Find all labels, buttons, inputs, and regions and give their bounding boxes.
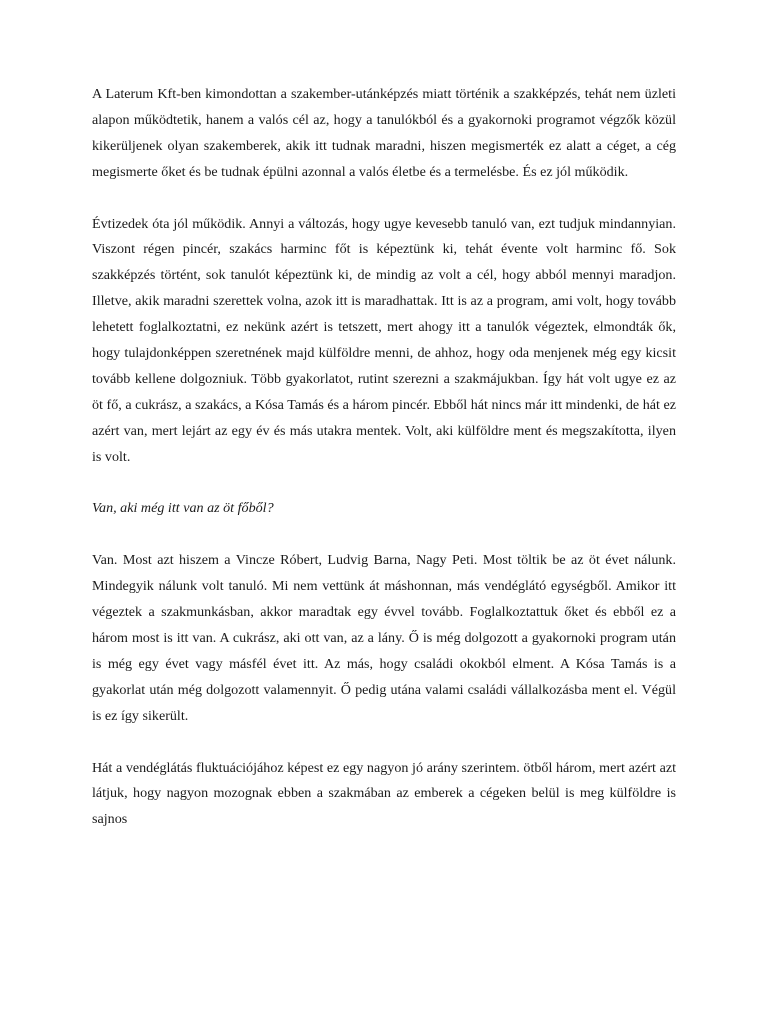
paragraph-training-purpose: A Laterum Kft-ben kimondottan a szakember-utánképzés miatt történik a szakképzés, tehát nem üzleti alapon működtetik, hanem a valós cél az, hogy a tanulókból és a gyakornoki programot végzők közül kikerüljenek olyan szakemberek, akik itt tudnak maradni, hiszen megismerték ez alatt a céget, a cég megismerte őket és be tudnak épülni azonnal a valós életbe és a termelésbe. És ez jól működik. — [92, 86, 676, 180]
paragraph-decades-working: Évtizedek óta jól működik. Annyi a változás, hogy ugye kevesebb tanuló van, ezt tudjuk mindannyian. Viszont régen pincér, szakács harminc főt is képeztünk ki, tehát évente volt harminc fő. Sok szakképzés történt, sok tanulót képeztünk ki, de mindig az volt a cél, hogy abból mennyi maradjon. Illetve, akik maradni szerettek volna, azok itt is maradhattak. Itt is az a program, ami volt, hogy tovább lehetett foglalkoztatni, ez nekünk azért is tetszett, mert ahogy itt a tanulók végeztek, elmondták ők, hogy tulajdonképpen szeretnének majd külföldre menni, de ahhoz, hogy oda menjenek még egy kicsit tovább kellene dolgozniuk. Több gyakorlatot, rutint szerezni a szakmájukban. Így hát volt ugye ez az öt fő, a cukrász, a szakács, a Kósa Tamás és a három pincér. Ebből hát nincs már itt mindenki, de hát ez azért van, mert lejárt az egy év és más utakra mentek. Volt, aki külföldre ment és megszakította, ilyen is volt. — [92, 215, 676, 465]
document-body — [92, 82, 676, 859]
paragraph-remaining-staff: Van. Most azt hiszem a Vincze Róbert, Ludvig Barna, Nagy Peti. Most töltik be az öt évet nálunk. Mindegyik nálunk volt tanuló. Mi nem vettünk át máshonnan, más vendéglátó egységből. Amikor itt végeztek a szakmunkásban, akkor maradtak egy évvel tovább. Foglalkoztattuk őket és ebből ez a három most is itt van. A cukrász, aki ott van, az a lány. Ő is még dolgozott a gyakornoki program után is még egy évet vagy másfél évet itt. Az más, hogy családi okokból elment. A Kósa Tamás is a gyakorlat után még dolgozott valamennyit. Ő pedig utána valami családi vállalkozásba ment el. Végül is ez így sikerült. — [92, 552, 676, 724]
paragraph-interview-question: Van, aki még itt van az öt főből? — [92, 500, 274, 517]
paragraph-fluctuation-ratio: Hát a vendéglátás fluktuációjához képest ez egy nagyon jó arány szerintem. ötből három, mert azért azt látjuk, hogy nagyon mozognak ebben a szakmában az emberek a cégeken belül is meg külföldre is sajnos — [92, 759, 676, 828]
